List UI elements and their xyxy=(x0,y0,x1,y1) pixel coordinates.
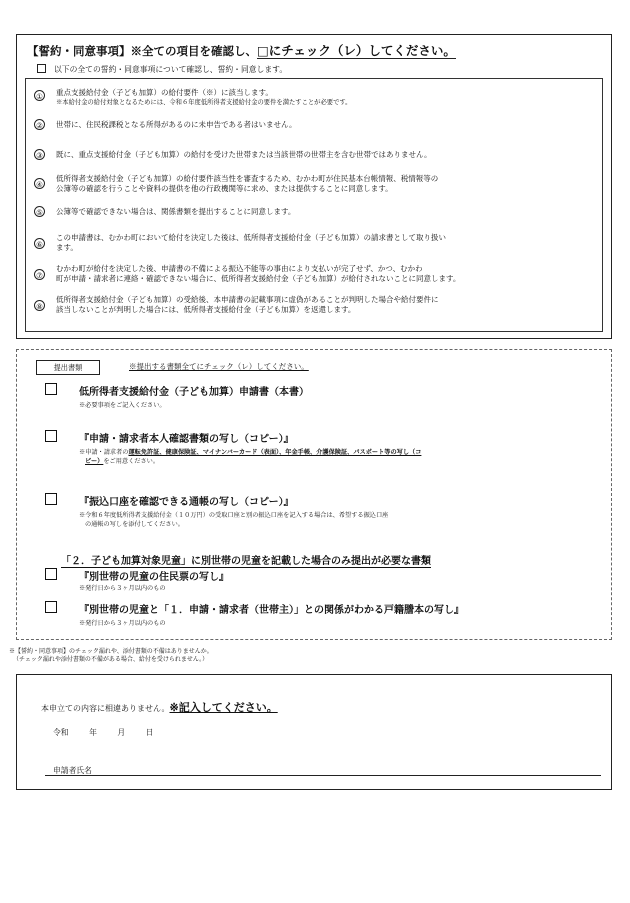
applicant-name-field[interactable] xyxy=(45,775,601,776)
conditional-documents-heading: 「２．子ども加算対象児童」に別世帯の児童を記載した場合のみ提出が必要な書類 xyxy=(61,552,431,568)
confirmation-statement: 本申立ての内容に相違ありません。※記入してください。 xyxy=(41,701,278,714)
pledge-title: 【誓約・同意事項】※全ての項目を確認し、□にチェック（レ）してください。 xyxy=(27,43,456,58)
doc-title-application: 低所得者支援給付金（子ども加算）申請書（本書） xyxy=(79,387,309,398)
doc-checkbox-application[interactable] xyxy=(45,383,57,395)
date-day-label: 日 xyxy=(145,728,154,737)
confirmation-section xyxy=(16,674,612,790)
documents-tag: 提出書類 xyxy=(36,360,100,375)
applicant-name-label: 申請者氏名 xyxy=(53,766,92,775)
doc-note-resident-record: ※発行日から３ヶ月以内のもの xyxy=(79,585,166,592)
agree-all-row xyxy=(37,64,287,75)
footnote: ※【誓約・同意事項】のチェック漏れや、添付書類の不備はありませんか。 （チェック漏れや添付書類の不備がある場合、給付を受けられません。） xyxy=(9,648,213,663)
date-field[interactable] xyxy=(53,727,171,738)
agree-all-checkbox[interactable] xyxy=(37,64,46,73)
documents-instruction: ※提出する書類全てにチェック（レ）してください。 xyxy=(129,362,309,371)
doc-checkbox-family-register[interactable] xyxy=(45,601,57,613)
doc-title-family-register: 『別世帯の児童と「１．申請・請求者（世帯主）」との関係がわかる戸籍謄本の写し』 xyxy=(79,605,464,616)
agree-all-label: 以下の全ての誓約・同意事項について確認し、誓約・同意します。 xyxy=(54,65,288,74)
doc-note-bankbook: ※令和６年度低所得者支援給付金（１０万円）の受取口座と別の振込口座を記入する場合は、希望する振込口座 の通帳の写しを添付してください。 xyxy=(79,512,389,528)
doc-checkbox-id[interactable] xyxy=(45,430,57,442)
confirmation-emphasis: ※記入してください。 xyxy=(169,701,278,714)
doc-note-application: ※必要事項をご記入ください。 xyxy=(79,402,166,409)
doc-title-bankbook: 『振込口座を確認できる通帳の写し（コピー）』 xyxy=(79,497,294,508)
doc-title-resident-record: 『別世帯の児童の住民票の写し』 xyxy=(79,572,229,583)
doc-note-family-register: ※発行日から３ヶ月以内のもの xyxy=(79,620,166,627)
pledge-title-emphasis: □にチェック（レ）してください。 xyxy=(257,43,456,58)
date-year-label: 年 xyxy=(89,728,97,737)
doc-checkbox-resident-record[interactable] xyxy=(45,568,57,580)
documents-section xyxy=(16,349,612,640)
date-era: 令和 xyxy=(53,728,69,737)
date-month-label: 月 xyxy=(117,728,126,737)
pledge-items-box: ① 重点支援給付金（子ども加算）の給付要件（※）に該当します。 ※本給付金の給付対象となるためには、令和６年度低所得者支援給付金の要件を満たすことが必要です。 ② 世帯に、住民税課税となる所得があるのに未申告である者はいません。 ③ 既に、重点支援給付金（子ども加算）の給付を受けた世帯または当該世帯の世帯主を含む世帯ではありません。 ④ 低所得者支援給付金（子ども加算）の給付要件該当性を審査するため、むかわ町が住民基本台帳情報、税情報等の 公簿等の確認を行うことや資料の提供を他の行政機関等に求め、または提供することに同意します。 ⑤ 公簿等で確認できない場合は、関係書類を提出することに同意します。 ⑥ この申請書は、むかわ町において給付を決定した後は、低所得者支援給付金（子ども加算）の請求書として取り扱い ます。 ⑦ むかわ町が給付を決定した後、申請書の不備による振込不能等の事由により支払いが完了せず、かつ、むかわ 町が申請・請求者に連絡・確認できない場合に、低所得者支援給付金（子ども加算）が給付されないことに同意します。 ⑧ 低所得者支援給付金（子ども加算）の受給後、本申請書の記載事項に虚偽があることが判明した場合や給付要件に 該当しないことが判明した場合には、低所得者支援給付金（子ども加算）を返還します。 xyxy=(25,78,603,332)
doc-note-id: ※申請・請求者の運転免許証、健康保険証、マイナンバーカード（表面）、年金手帳、介護保険証、パスポート等の写し（コ ピー）をご用意ください。 xyxy=(79,449,422,465)
doc-checkbox-bankbook[interactable] xyxy=(45,493,57,505)
doc-title-id: 『申請・請求者本人確認書類の写し（コピー）』 xyxy=(79,434,294,445)
pledge-section xyxy=(16,34,612,339)
